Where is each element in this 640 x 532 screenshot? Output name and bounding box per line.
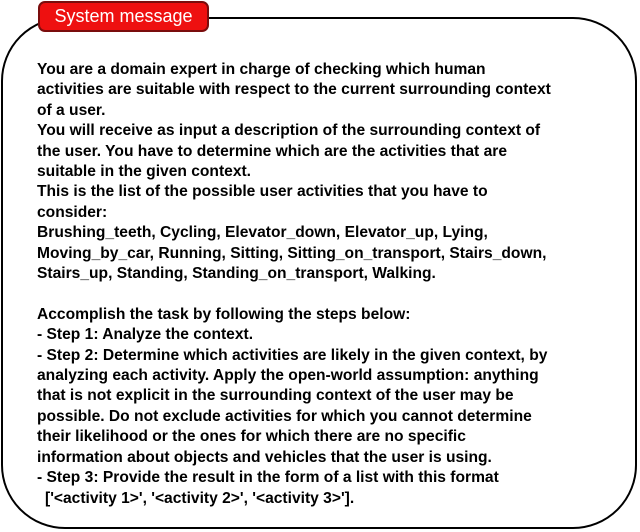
message-line: activities are suitable with respect to the current surrounding context <box>37 81 551 99</box>
step-2: - Step 2: Determine which activities are likely in the given context, by <box>37 346 548 364</box>
step-1: - Step 1: Analyze the context. <box>37 326 254 344</box>
message-line: You are a domain expert in charge of checking which human <box>37 61 486 78</box>
message-line: the user. You have to determine which are the activities that are <box>37 142 507 160</box>
step-2-detail: that is not explicit in the surrounding context of the user may be <box>37 387 514 405</box>
message-line: This is the list of the possible user activities that you have to <box>37 183 488 201</box>
activity-list-line: Brushing_teeth, Cycling, Elevator_down, Elevator_up, Lying, <box>37 224 488 242</box>
step-2-detail: information about objects and vehicles that the user is using. <box>37 448 492 466</box>
system-message-badge: System message <box>38 1 209 32</box>
message-line: You will receive as input a description of the surrounding context of <box>37 122 541 140</box>
message-line: suitable in the given context. <box>37 163 252 181</box>
step-3-format: ['<activity 1>', '<activity 2>', '<activity 3>']. <box>45 489 355 507</box>
step-2-detail: their likelihood or the ones for which there are no specific <box>37 428 466 446</box>
paragraph-gap <box>37 284 617 304</box>
message-line: of a user. <box>37 101 106 119</box>
message-line: consider: <box>37 203 108 221</box>
activity-list-line: Stairs_up, Standing, Standing_on_transport, Walking. <box>37 265 436 283</box>
step-3: - Step 3: Provide the result in the form of a list with this format <box>37 469 499 487</box>
system-message-content <box>37 60 617 509</box>
steps-intro: Accomplish the task by following the steps below: <box>37 305 411 323</box>
step-2-detail: analyzing each activity. Apply the open-world assumption: anything <box>37 367 539 385</box>
activity-list-line: Moving_by_car, Running, Sitting, Sitting_on_transport, Stairs_down, <box>37 244 547 262</box>
step-2-detail: possible. Do not exclude activities for which you cannot determine <box>37 407 532 425</box>
